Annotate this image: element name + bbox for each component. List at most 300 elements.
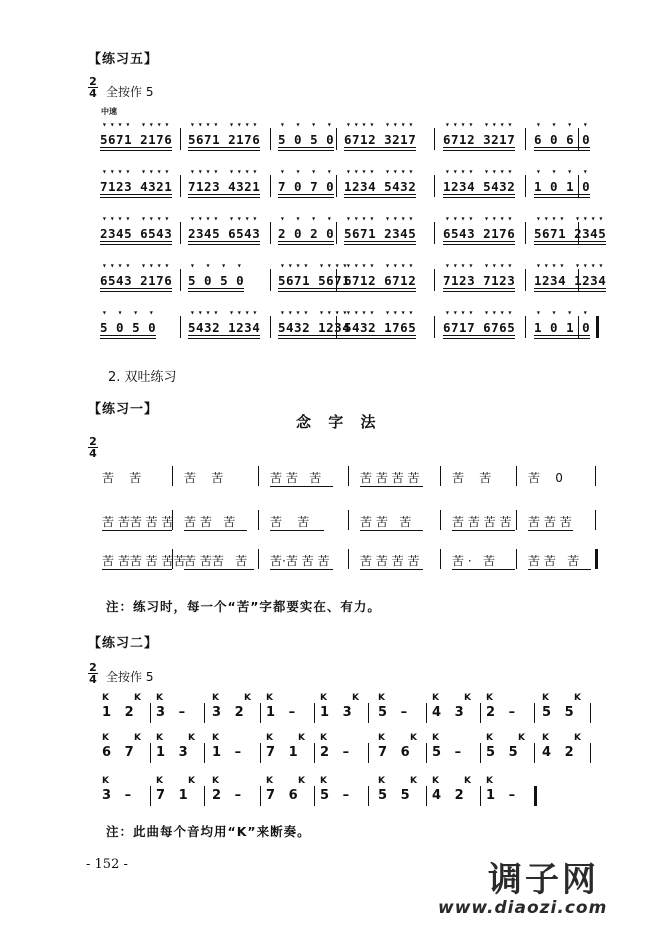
beam-line xyxy=(100,241,172,242)
measure: 7123 7123 xyxy=(443,273,516,288)
measure: 7 1 xyxy=(156,788,188,803)
beam-line xyxy=(528,530,573,531)
barline xyxy=(595,466,596,486)
watermark-logo: 调子网 xyxy=(488,860,599,900)
beam-line xyxy=(278,194,334,195)
beam-line xyxy=(278,241,334,242)
measure: 7123 4321 xyxy=(188,179,261,194)
final-barline xyxy=(534,786,537,806)
tongue-marks: ▾ ▾ ▾ ▾ xyxy=(536,120,591,129)
beam-line xyxy=(100,291,172,292)
beam-line xyxy=(344,197,416,198)
beam-line xyxy=(443,338,515,339)
tongue-marks: ▾▾▾▾ ▾▾▾▾ xyxy=(346,261,417,270)
measure: 5 – xyxy=(320,788,350,803)
time-numerator: 2 xyxy=(89,661,97,674)
barline xyxy=(434,316,435,338)
tongue-k: K xyxy=(486,776,493,786)
measure: 5 0 5 0 xyxy=(278,132,335,147)
barline xyxy=(270,269,271,291)
tongue-k: K xyxy=(320,776,327,786)
beam-line xyxy=(188,197,260,198)
barline xyxy=(578,128,579,150)
beam-line xyxy=(443,194,515,195)
tongue-k: K xyxy=(266,693,273,703)
tongue-marks: ▾▾▾▾ ▾▾▾▾ xyxy=(445,167,516,176)
barline xyxy=(180,269,181,291)
measure: 1234 1234 xyxy=(534,273,607,288)
barline xyxy=(150,743,151,763)
barline xyxy=(426,703,427,723)
measure: 苦 苦 苦 xyxy=(528,515,572,529)
beam-line xyxy=(100,150,172,151)
beam-line xyxy=(278,335,350,336)
beam-line xyxy=(534,241,606,242)
tongue-k: K xyxy=(378,733,385,743)
tongue-marks: ▾▾▾▾ ▾▾▾▾ xyxy=(445,214,516,223)
tongue-k: K xyxy=(432,733,439,743)
barline xyxy=(590,743,591,763)
beam-line xyxy=(344,147,416,148)
tongue-k: K xyxy=(464,776,471,786)
barline xyxy=(578,316,579,338)
measure: 苦 苦 苦 苦 xyxy=(360,471,420,485)
tongue-k: K xyxy=(518,733,525,743)
beam-line xyxy=(534,197,590,198)
exercise-2-note: 注：此曲每个音均用“K”来断奏。 xyxy=(106,824,311,839)
beam-line xyxy=(443,288,515,289)
barline xyxy=(314,703,315,723)
beam-line xyxy=(100,197,172,198)
tongue-k: K xyxy=(156,693,163,703)
tongue-k: K xyxy=(266,776,273,786)
barline xyxy=(480,703,481,723)
measure: 5671 2345 xyxy=(344,226,417,241)
measure: 7123 4321 xyxy=(100,179,173,194)
beam-line xyxy=(534,288,606,289)
tongue-marks: ▾▾▾▾ ▾▾▾▾ xyxy=(346,167,417,176)
beam-line xyxy=(344,244,416,245)
exercise-5-title: 【练习五】 xyxy=(88,52,159,67)
barline xyxy=(516,466,517,486)
time-signature xyxy=(88,76,98,99)
tongue-k: K xyxy=(212,693,219,703)
tongue-k: K xyxy=(320,733,327,743)
beam-line xyxy=(100,338,156,339)
measure: 7 1 xyxy=(266,745,298,760)
measure: 1 – xyxy=(212,745,242,760)
measure: 1 0 1 0 xyxy=(534,320,591,335)
beam-line xyxy=(278,288,350,289)
tongue-marks: ▾▾▾▾ ▾▾▾▾ xyxy=(190,167,261,176)
measure: 5671 5671 xyxy=(278,273,351,288)
beam-line xyxy=(270,569,333,570)
beam-line xyxy=(534,150,590,151)
tongue-k: K xyxy=(378,776,385,786)
barline xyxy=(336,175,337,197)
tongue-k: K xyxy=(378,693,385,703)
tongue-k: K xyxy=(352,693,359,703)
beam-line xyxy=(100,147,172,148)
tongue-marks: ▾ ▾ ▾ ▾ xyxy=(536,167,591,176)
barline xyxy=(270,316,271,338)
barline xyxy=(260,786,261,806)
tongue-k: K xyxy=(134,733,141,743)
barline xyxy=(172,466,173,486)
beam-line xyxy=(344,335,416,336)
tongue-marks: ▾▾▾▾ ▾▾▾▾ xyxy=(536,214,607,223)
barline xyxy=(172,549,173,569)
barline xyxy=(314,743,315,763)
tongue-k: K xyxy=(212,776,219,786)
beam-line xyxy=(344,194,416,195)
beam-line xyxy=(360,486,423,487)
measure: 苦 · 苦 xyxy=(452,554,496,568)
tongue-marks: ▾ ▾ ▾ ▾ xyxy=(190,261,245,270)
key-indication: 全按作 5 xyxy=(106,85,154,99)
measure: 3 – xyxy=(156,705,186,720)
barline xyxy=(150,703,151,723)
measure: 3 – xyxy=(102,788,132,803)
tongue-marks: ▾▾▾▾ ▾▾▾▾ xyxy=(280,261,351,270)
measure: 1234 5432 xyxy=(443,179,516,194)
measure: 6 0 6 0 xyxy=(534,132,591,147)
tongue-k: K xyxy=(102,693,109,703)
measure: 4 2 xyxy=(432,788,464,803)
tongue-k: K xyxy=(156,733,163,743)
measure: 6543 2176 xyxy=(100,273,173,288)
tongue-marks: ▾▾▾▾ ▾▾▾▾ xyxy=(102,214,173,223)
beam-line xyxy=(443,197,515,198)
tongue-k: K xyxy=(542,693,549,703)
tongue-k: K xyxy=(102,776,109,786)
tongue-k: K xyxy=(244,693,251,703)
barline xyxy=(204,703,205,723)
measure: 5432 1234 xyxy=(278,320,351,335)
beam-line xyxy=(534,194,590,195)
tongue-k: K xyxy=(542,733,549,743)
barline xyxy=(368,743,369,763)
measure: 苦 苦苦 苦 xyxy=(184,554,248,568)
barline xyxy=(516,510,517,530)
beam-line xyxy=(443,150,515,151)
barline xyxy=(440,466,441,486)
beam-line xyxy=(278,150,334,151)
barline xyxy=(314,786,315,806)
measure: 6717 6765 xyxy=(443,320,516,335)
beam-line xyxy=(270,486,333,487)
tongue-marks: ▾ ▾ ▾ ▾ xyxy=(280,120,335,129)
measure: 5671 2176 xyxy=(188,132,261,147)
exercise-1-note: 注：练习时，每一个“苦”字都要实在、有力。 xyxy=(106,599,381,614)
beam-line xyxy=(443,147,515,148)
measure: 苦 苦苦 苦 苦 xyxy=(102,515,174,529)
tongue-marks: ▾▾▾▾ ▾▾▾▾ xyxy=(445,308,516,317)
beam-line xyxy=(534,244,606,245)
barline xyxy=(336,222,337,244)
score-row xyxy=(100,776,600,818)
barline xyxy=(348,510,349,530)
measure: 苦 苦 苦 苦 xyxy=(452,515,512,529)
time-numerator: 2 xyxy=(89,75,97,88)
tongue-marks: ▾▾▾▾ ▾▾▾▾ xyxy=(346,308,417,317)
time-signature xyxy=(88,662,98,685)
beam-line xyxy=(534,335,590,336)
tongue-k: K xyxy=(298,776,305,786)
score-row xyxy=(100,469,600,499)
beam-line xyxy=(100,335,156,336)
measure: 3 2 xyxy=(212,705,244,720)
beam-line xyxy=(443,335,515,336)
tongue-k: K xyxy=(486,733,493,743)
tongue-k: K xyxy=(298,733,305,743)
beam-line xyxy=(534,147,590,148)
measure: 5671 2176 xyxy=(100,132,173,147)
tongue-marks: ▾▾▾▾ ▾▾▾▾ xyxy=(346,214,417,223)
tongue-marks: ▾▾▾▾ ▾▾▾▾ xyxy=(445,120,516,129)
barline xyxy=(180,128,181,150)
measure: 1 3 xyxy=(320,705,352,720)
measure: 苦 苦 xyxy=(270,515,310,529)
tongue-k: K xyxy=(432,693,439,703)
beam-line xyxy=(534,291,606,292)
score-row xyxy=(100,261,607,303)
measure: 5 5 xyxy=(486,745,518,760)
score-row xyxy=(100,693,600,735)
tongue-marks: ▾▾▾▾ ▾▾▾▾ xyxy=(102,261,173,270)
tongue-marks: ▾▾▾▾ ▾▾▾▾ xyxy=(102,167,173,176)
beam-line xyxy=(278,244,334,245)
barline xyxy=(480,743,481,763)
score-row xyxy=(100,167,600,209)
exercise-2-title: 【练习二】 xyxy=(88,636,159,651)
barline xyxy=(426,743,427,763)
barline xyxy=(336,128,337,150)
beam-line xyxy=(344,150,416,151)
exercise-1-subtitle: 念 字 法 xyxy=(296,413,382,431)
barline xyxy=(348,466,349,486)
measure: 5 – xyxy=(432,745,462,760)
beam-line xyxy=(344,288,416,289)
measure: 苦 苦 苦 xyxy=(528,554,580,568)
measure: 1 0 1 0 xyxy=(534,179,591,194)
final-barline xyxy=(596,316,599,338)
tongue-k: K xyxy=(188,776,195,786)
barline xyxy=(516,549,517,569)
time-denominator: 4 xyxy=(89,87,97,100)
measure: 6712 3217 xyxy=(443,132,516,147)
measure: 1 – xyxy=(486,788,516,803)
beam-line xyxy=(452,530,515,531)
barline xyxy=(368,786,369,806)
beam-line xyxy=(278,291,350,292)
score-row xyxy=(100,120,600,162)
beam-line xyxy=(452,569,515,570)
beam-line xyxy=(278,147,334,148)
measure: 2345 6543 xyxy=(188,226,261,241)
beam-line xyxy=(188,288,244,289)
time-numerator: 2 xyxy=(89,435,97,448)
tongue-k: K xyxy=(188,733,195,743)
watermark-url: www.diaozi.com xyxy=(438,898,608,918)
key-indication: 全按作 5 xyxy=(106,670,154,684)
beam-line xyxy=(344,291,416,292)
beam-line xyxy=(360,569,423,570)
exercise-1-title: 【练习一】 xyxy=(88,402,159,417)
beam-line xyxy=(443,244,515,245)
measure: 2 – xyxy=(486,705,516,720)
barline xyxy=(368,703,369,723)
tempo-marking: 中速 xyxy=(101,107,117,116)
tongue-k: K xyxy=(320,693,327,703)
beam-line xyxy=(443,291,515,292)
measure: 5 0 5 0 xyxy=(100,320,157,335)
beam-line xyxy=(188,150,260,151)
measure: 苦 苦苦 苦 苦苦 xyxy=(102,554,186,568)
barline xyxy=(434,222,435,244)
measure: 2345 6543 xyxy=(100,226,173,241)
measure: 苦 苦 苦 xyxy=(184,515,236,529)
barline xyxy=(204,743,205,763)
barline xyxy=(260,743,261,763)
tongue-k: K xyxy=(410,776,417,786)
score-row xyxy=(100,214,607,256)
measure: 6712 6712 xyxy=(344,273,417,288)
barline xyxy=(525,175,526,197)
measure: 7 0 7 0 xyxy=(278,179,335,194)
barline xyxy=(258,510,259,530)
measure: 1 2 xyxy=(102,705,134,720)
beam-line xyxy=(188,241,260,242)
barline xyxy=(180,222,181,244)
barline xyxy=(270,175,271,197)
barline xyxy=(258,466,259,486)
beam-line xyxy=(188,147,260,148)
measure: 7 6 xyxy=(266,788,298,803)
measure: 2 – xyxy=(212,788,242,803)
measure: 苦 0 xyxy=(528,471,563,485)
time-signature xyxy=(88,436,98,459)
tongue-k: K xyxy=(464,693,471,703)
measure: 5 0 5 0 xyxy=(188,273,245,288)
measure: 苦·苦 苦 苦 xyxy=(270,554,330,568)
score-row xyxy=(100,733,600,775)
tongue-k: K xyxy=(156,776,163,786)
tongue-marks: ▾ ▾ ▾ ▾ xyxy=(280,167,335,176)
measure: 5 – xyxy=(378,705,408,720)
barline xyxy=(434,269,435,291)
tongue-k: K xyxy=(574,733,581,743)
beam-line xyxy=(443,241,515,242)
tongue-k: K xyxy=(134,693,141,703)
page-number: - 152 - xyxy=(86,857,128,872)
score-row xyxy=(100,308,600,350)
barline xyxy=(534,743,535,763)
beam-line xyxy=(184,569,254,570)
tongue-marks: ▾▾▾▾ ▾▾▾▾ xyxy=(445,261,516,270)
barline xyxy=(434,128,435,150)
beam-line xyxy=(528,569,591,570)
measure: 5 5 xyxy=(542,705,574,720)
barline xyxy=(525,269,526,291)
time-denominator: 4 xyxy=(89,673,97,686)
measure: 5432 1234 xyxy=(188,320,261,335)
measure: 4 2 xyxy=(542,745,574,760)
beam-line xyxy=(102,569,172,570)
score-row xyxy=(100,552,600,582)
barline xyxy=(270,222,271,244)
measure: 1 – xyxy=(266,705,296,720)
barline xyxy=(595,510,596,530)
measure: 6 7 xyxy=(102,745,134,760)
measure: 5432 1765 xyxy=(344,320,417,335)
measure: 苦 苦 xyxy=(102,471,142,485)
measure: 5 5 xyxy=(378,788,410,803)
barline xyxy=(180,316,181,338)
beam-line xyxy=(184,530,247,531)
tongue-marks: ▾▾▾▾ ▾▾▾▾ xyxy=(280,308,351,317)
barline xyxy=(440,549,441,569)
tongue-marks: ▾▾▾▾ ▾▾▾▾ xyxy=(346,120,417,129)
barline xyxy=(260,703,261,723)
barline xyxy=(525,128,526,150)
barline xyxy=(270,128,271,150)
beam-line xyxy=(100,194,172,195)
barline xyxy=(336,316,337,338)
time-denominator: 4 xyxy=(89,447,97,460)
tongue-k: K xyxy=(102,733,109,743)
barline xyxy=(590,703,591,723)
tongue-marks: ▾ ▾ ▾ ▾ xyxy=(102,308,157,317)
measure: 6543 2176 xyxy=(443,226,516,241)
score-row xyxy=(100,513,600,543)
measure: 苦 苦 xyxy=(184,471,224,485)
final-barline xyxy=(595,549,598,569)
barline xyxy=(336,269,337,291)
beam-line xyxy=(188,194,260,195)
barline xyxy=(534,703,535,723)
barline xyxy=(440,510,441,530)
measure: 6712 3217 xyxy=(344,132,417,147)
tongue-marks: ▾ ▾ ▾ ▾ xyxy=(280,214,335,223)
barline xyxy=(150,786,151,806)
barline xyxy=(258,549,259,569)
barline xyxy=(348,549,349,569)
measure: 苦 苦 苦 xyxy=(270,471,322,485)
tongue-marks: ▾▾▾▾ ▾▾▾▾ xyxy=(190,214,261,223)
tongue-k: K xyxy=(574,693,581,703)
tongue-k: K xyxy=(266,733,273,743)
beam-line xyxy=(534,338,590,339)
tongue-k: K xyxy=(432,776,439,786)
beam-line xyxy=(100,288,172,289)
beam-line xyxy=(188,335,260,336)
measure: 1 3 xyxy=(156,745,188,760)
tongue-marks: ▾▾▾▾ ▾▾▾▾ xyxy=(190,308,261,317)
barline xyxy=(480,786,481,806)
beam-line xyxy=(344,241,416,242)
barline xyxy=(172,510,173,530)
beam-line xyxy=(270,530,324,531)
tongue-marks: ▾ ▾ ▾ ▾ xyxy=(536,308,591,317)
barline xyxy=(578,175,579,197)
measure: 苦 苦 xyxy=(452,471,492,485)
beam-line xyxy=(188,338,260,339)
measure: 5671 2345 xyxy=(534,226,607,241)
barline xyxy=(434,175,435,197)
barline xyxy=(525,222,526,244)
beam-line xyxy=(188,244,260,245)
